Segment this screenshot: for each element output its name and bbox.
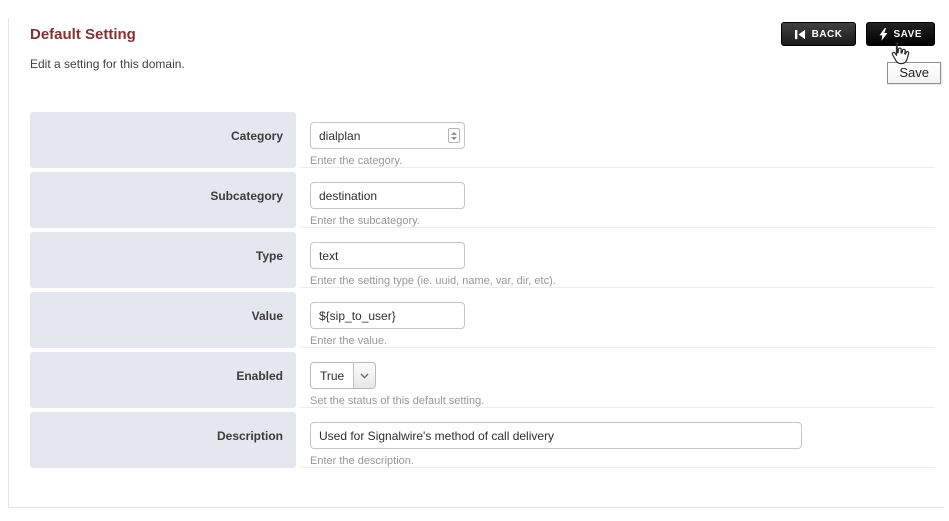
enabled-label: Enabled — [30, 352, 296, 408]
description-cell — [300, 412, 935, 468]
panel-bottom-border — [8, 507, 944, 508]
form-row-subcategory — [30, 172, 935, 228]
enabled-hint: Set the status of this default setting. — [310, 395, 485, 407]
page-title: Default Setting — [30, 26, 136, 43]
form-row-type — [30, 232, 935, 288]
description-hint: Enter the description. — [310, 455, 414, 467]
panel-left-border — [8, 18, 9, 508]
page-subtitle: Edit a setting for this domain. — [30, 57, 185, 71]
description-label: Description — [30, 412, 296, 468]
chevron-down-icon — [353, 363, 375, 388]
form-row-value — [30, 292, 935, 348]
form-row-category — [30, 112, 935, 168]
save-button-label: SAVE — [893, 28, 922, 40]
type-input[interactable] — [310, 242, 465, 269]
type-hint: Enter the setting type (ie. uuid, name, var, dir, etc). — [310, 275, 556, 287]
main-content — [30, 0, 935, 472]
value-cell — [300, 292, 935, 348]
form-row-description — [30, 412, 935, 468]
default-setting-form — [30, 112, 935, 468]
lightning-bolt-icon — [879, 28, 888, 41]
description-input[interactable] — [310, 422, 802, 449]
type-cell — [300, 232, 935, 288]
save-tooltip: Save — [887, 62, 941, 84]
value-input[interactable] — [310, 302, 465, 329]
page-header — [30, 0, 935, 112]
enabled-select-value: True — [320, 368, 345, 383]
type-label: Type — [30, 232, 296, 288]
hand-pointer-cursor-icon — [886, 40, 913, 69]
subcategory-input[interactable] — [310, 182, 465, 209]
category-label: Category — [30, 112, 296, 168]
enabled-cell — [300, 352, 935, 408]
back-button[interactable] — [781, 22, 856, 46]
enabled-select[interactable] — [310, 362, 376, 389]
skip-back-icon — [794, 29, 806, 40]
back-button-label: BACK — [811, 28, 843, 40]
category-cell — [300, 112, 935, 168]
subcategory-label: Subcategory — [30, 172, 296, 228]
stepper-icon[interactable] — [448, 128, 460, 143]
subcategory-cell — [300, 172, 935, 228]
value-label: Value — [30, 292, 296, 348]
form-row-enabled — [30, 352, 935, 408]
category-hint: Enter the category. — [310, 155, 403, 167]
category-input[interactable] — [310, 122, 465, 149]
value-hint: Enter the value. — [310, 335, 388, 347]
subcategory-hint: Enter the subcategory. — [310, 215, 420, 227]
